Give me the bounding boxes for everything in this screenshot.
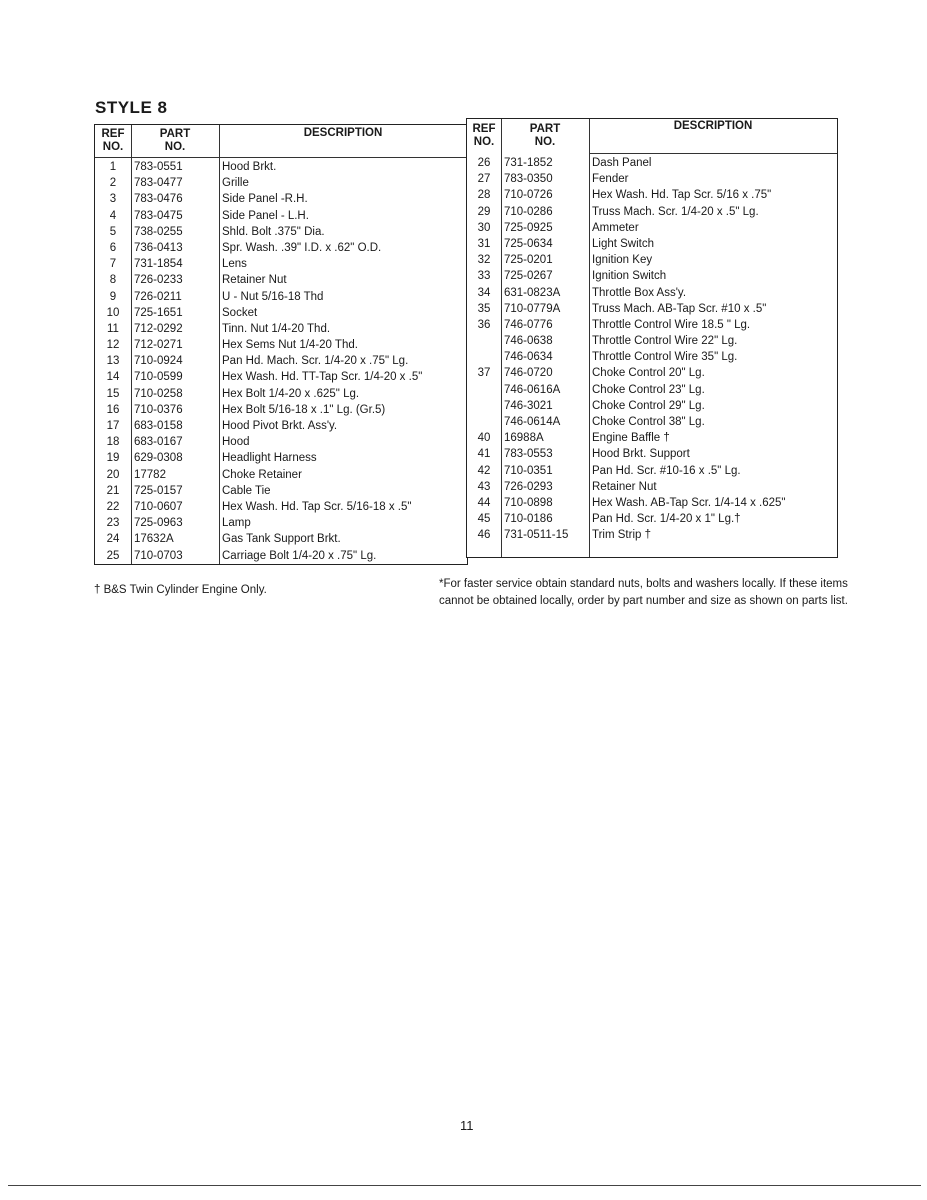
table-row — [467, 430, 837, 446]
part-description: Side Panel -R.H. — [222, 193, 308, 206]
ref-number: 41 — [477, 448, 491, 461]
table-row — [95, 191, 467, 207]
table-row — [95, 402, 467, 418]
parts-table-left — [94, 124, 468, 565]
table-row — [95, 418, 467, 434]
part-description: Hood Brkt. Support — [592, 448, 690, 461]
ref-number: 23 — [106, 517, 120, 530]
part-number: 725-0267 — [504, 270, 553, 283]
ref-number: 10 — [106, 306, 120, 319]
table-row — [467, 382, 837, 398]
part-description: Engine Baffle † — [592, 432, 670, 445]
part-description: Throttle Control Wire 18.5 " Lg. — [592, 318, 751, 331]
table-row — [467, 527, 837, 543]
part-description: Fender — [592, 173, 629, 186]
part-description: Ignition Switch — [592, 270, 667, 283]
part-description: Hex Wash. Hd. Tap Scr. 5/16-18 x .5" — [222, 500, 412, 513]
ref-number: 26 — [477, 157, 491, 169]
part-header-line2: NO. — [534, 136, 556, 148]
part-description: Hex Wash. Hd. Tap Scr. 5/16 x .75" — [592, 189, 772, 202]
table-row — [95, 499, 467, 515]
ref-number: 24 — [106, 533, 120, 546]
table-row — [467, 236, 837, 252]
part-description: Pan Hd. Scr. 1/4-20 x 1" Lg.† — [592, 513, 741, 526]
table-row — [467, 511, 837, 527]
ref-number: 40 — [477, 432, 491, 445]
part-description: Hood Pivot Brkt. Ass'y. — [222, 420, 338, 432]
ref-header-line2: NO. — [102, 141, 124, 153]
table-row — [467, 463, 837, 479]
table-row — [467, 414, 837, 430]
ref-header-line1: REF — [101, 128, 125, 140]
part-description: Tinn. Nut 1/4-20 Thd. — [222, 322, 331, 335]
ref-number: 42 — [477, 464, 491, 477]
table-row — [95, 289, 467, 305]
table-row — [467, 333, 837, 349]
ref-number: 45 — [477, 513, 491, 526]
part-number: 725-1651 — [134, 306, 183, 319]
ref-number: 35 — [477, 302, 491, 315]
part-number: 746-0616A — [504, 383, 561, 396]
part-description: Light Switch — [592, 237, 655, 250]
ref-number: 28 — [477, 189, 491, 202]
part-number: 746-0638 — [504, 335, 553, 348]
part-description: Trim Strip † — [592, 529, 651, 542]
part-number: 17782 — [134, 468, 166, 481]
part-description: Socket — [222, 306, 258, 319]
part-number: 725-0963 — [134, 517, 183, 530]
part-description: Choke Control 29" Lg. — [592, 399, 705, 412]
part-description: Hex Bolt 1/4-20 x .625" Lg. — [222, 387, 360, 400]
table-row — [95, 483, 467, 499]
table-row — [95, 515, 467, 531]
table-row — [467, 204, 837, 220]
part-description: Lamp — [222, 517, 251, 530]
ref-number: 3 — [109, 193, 117, 206]
table-row — [95, 386, 467, 402]
ref-number: 25 — [106, 549, 120, 562]
part-description: Pan Hd. Scr. #10-16 x .5" Lg. — [592, 464, 741, 477]
ref-number: 13 — [106, 355, 120, 368]
ref-number: 8 — [109, 274, 117, 287]
ref-number: 9 — [109, 290, 117, 303]
part-description: Choke Control 23" Lg. — [592, 383, 705, 396]
part-number: 710-0186 — [504, 513, 553, 526]
table-row — [467, 187, 837, 203]
part-number: 731-1852 — [504, 157, 553, 169]
part-number: 17632A — [134, 533, 174, 546]
table-row — [467, 301, 837, 317]
part-description: Shld. Bolt .375" Dia. — [222, 225, 325, 238]
part-number: 725-0157 — [134, 484, 183, 497]
part-number: 16988A — [504, 432, 544, 445]
table-row — [467, 268, 837, 284]
table-row — [95, 353, 467, 369]
part-header — [501, 123, 589, 149]
page-number: 11 — [460, 1118, 474, 1133]
ref-number: 6 — [109, 241, 117, 254]
part-description: Grille — [222, 177, 249, 190]
table-row — [467, 446, 837, 462]
table-row — [95, 434, 467, 450]
table-row — [467, 479, 837, 495]
table-row — [467, 285, 837, 301]
ref-number: 1 — [109, 161, 117, 173]
part-number: 683-0158 — [134, 420, 183, 432]
description-header: DESCRIPTION — [303, 127, 383, 139]
part-description: Gas Tank Support Brkt. — [222, 533, 341, 546]
table-row — [95, 548, 467, 564]
header-divider — [95, 157, 467, 158]
part-description: Ammeter — [592, 221, 639, 234]
table-row — [95, 369, 467, 385]
part-description: Side Panel - L.H. — [222, 209, 309, 222]
part-description: U - Nut 5/16-18 Thd — [222, 290, 324, 303]
part-number: 631-0823A — [504, 286, 561, 299]
bottom-rule — [8, 1185, 921, 1186]
part-description: Hex Wash. Hd. TT-Tap Scr. 1/4-20 x .5" — [222, 371, 423, 384]
ref-number: 16 — [106, 403, 120, 416]
part-number: 710-0376 — [134, 403, 183, 416]
part-description: Cable Tie — [222, 484, 271, 497]
part-number: 683-0167 — [134, 436, 183, 449]
table-row — [467, 495, 837, 511]
ref-number: 43 — [477, 480, 491, 493]
part-number: 746-0720 — [504, 367, 553, 380]
part-number: 712-0292 — [134, 322, 183, 335]
part-number: 726-0293 — [504, 480, 553, 493]
part-description: Ignition Key — [592, 254, 653, 267]
part-number: 783-0475 — [134, 209, 183, 222]
part-header-line1: PART — [159, 128, 191, 140]
ref-number: 27 — [477, 173, 491, 186]
table-row — [95, 240, 467, 256]
part-description: Retainer Nut — [222, 274, 287, 287]
table-row — [95, 337, 467, 353]
part-description: Truss Mach. Scr. 1/4-20 x .5" Lg. — [592, 205, 759, 218]
ref-number: 2 — [109, 177, 117, 190]
part-number: 783-0476 — [134, 193, 183, 206]
table-row — [95, 272, 467, 288]
table-row — [467, 398, 837, 414]
table-row — [95, 450, 467, 466]
table-row — [467, 220, 837, 236]
part-number: 710-0898 — [504, 496, 553, 509]
table-row — [95, 175, 467, 191]
part-description: Retainer Nut — [592, 480, 657, 493]
part-number: 710-0599 — [134, 371, 183, 384]
ref-number: 34 — [477, 286, 491, 299]
part-number: 783-0553 — [504, 448, 553, 461]
part-number: 710-0726 — [504, 189, 553, 202]
ref-number: 30 — [477, 221, 491, 234]
part-number: 710-0351 — [504, 464, 553, 477]
ref-number: 21 — [106, 484, 120, 497]
part-number: 738-0255 — [134, 225, 183, 238]
part-number: 731-0511-15 — [504, 529, 569, 542]
parts-list-left — [95, 159, 467, 564]
part-description: Pan Hd. Mach. Scr. 1/4-20 x .75" Lg. — [222, 355, 409, 368]
ref-number: 11 — [107, 322, 119, 335]
part-number: 710-0607 — [134, 500, 183, 513]
part-number: 783-0477 — [134, 177, 183, 190]
part-number: 712-0271 — [134, 339, 183, 352]
ref-header — [95, 128, 131, 154]
part-number: 783-0551 — [134, 161, 183, 173]
ref-number: 46 — [477, 529, 491, 542]
table-row — [95, 321, 467, 337]
ref-number: 12 — [106, 339, 120, 352]
part-description: Hex Wash. AB-Tap Scr. 1/4-14 x .625" — [592, 496, 786, 509]
part-number: 731-1854 — [134, 258, 183, 271]
part-description: Spr. Wash. .39" I.D. x .62" O.D. — [222, 241, 382, 254]
part-description: Lens — [222, 258, 247, 271]
ref-number: 17 — [106, 420, 120, 432]
ref-number: 7 — [109, 258, 117, 271]
ref-number: 14 — [106, 371, 120, 384]
ref-number: 44 — [477, 496, 491, 509]
service-footnote: *For faster service obtain standard nuts, bolts and washers locally. If these items cannot be obtained locally, order by part number and size as shown on parts list. — [439, 578, 848, 607]
table-row — [95, 467, 467, 483]
table-row — [95, 531, 467, 547]
part-number: 746-3021 — [504, 399, 553, 412]
ref-number: 22 — [106, 500, 120, 513]
part-description: Throttle Control Wire 22" Lg. — [592, 335, 738, 348]
ref-number: 37 — [477, 367, 491, 380]
part-description: Carriage Bolt 1/4-20 x .75" Lg. — [222, 549, 377, 562]
table-row — [467, 365, 837, 381]
ref-header-line2: NO. — [473, 136, 495, 148]
part-header — [131, 128, 219, 154]
table-row — [467, 155, 837, 171]
part-number: 783-0350 — [504, 173, 553, 186]
part-number: 710-0779A — [504, 302, 561, 315]
part-number: 726-0211 — [134, 290, 182, 303]
part-number: 725-0925 — [504, 221, 553, 234]
part-description: Dash Panel — [592, 157, 652, 169]
ref-number: 29 — [477, 205, 491, 218]
part-number: 629-0308 — [134, 452, 183, 465]
part-description: Hood Brkt. — [222, 161, 277, 173]
part-description: Throttle Control Wire 35" Lg. — [592, 351, 738, 364]
table-row — [467, 252, 837, 268]
table-row — [95, 305, 467, 321]
ref-number: 5 — [109, 225, 117, 238]
part-description: Choke Retainer — [222, 468, 302, 481]
ref-number: 18 — [106, 436, 120, 449]
part-number: 710-0258 — [134, 387, 183, 400]
part-number: 746-0634 — [504, 351, 553, 364]
table-row — [467, 171, 837, 187]
ref-number: 36 — [477, 318, 491, 331]
part-description: Headlight Harness — [222, 452, 317, 465]
ref-header-line1: REF — [472, 123, 496, 135]
part-description: Hex Sems Nut 1/4-20 Thd. — [222, 339, 358, 352]
parts-list-right — [467, 155, 837, 544]
part-description: Choke Control 20" Lg. — [592, 367, 705, 380]
ref-number: 20 — [106, 468, 120, 481]
parts-table-right — [466, 118, 838, 558]
engine-footnote: † B&S Twin Cylinder Engine Only. — [94, 584, 267, 596]
part-number: 736-0413 — [134, 241, 183, 254]
table-row — [467, 349, 837, 365]
description-header: DESCRIPTION — [673, 120, 753, 132]
ref-number: 33 — [477, 270, 491, 283]
part-description: Hood — [222, 436, 250, 449]
part-number: 710-0286 — [504, 205, 553, 218]
part-number: 710-0924 — [134, 355, 183, 368]
part-description: Truss Mach. AB-Tap Scr. #10 x .5" — [592, 302, 767, 315]
ref-number: 32 — [477, 254, 491, 267]
part-number: 725-0201 — [504, 254, 553, 267]
table-row — [95, 208, 467, 224]
table-row — [95, 224, 467, 240]
part-description: Hex Bolt 5/16-18 x .1" Lg. (Gr.5) — [222, 403, 386, 416]
part-number: 725-0634 — [504, 237, 553, 250]
table-row — [95, 159, 467, 175]
part-header-line2: NO. — [164, 141, 186, 153]
part-description: Choke Control 38" Lg. — [592, 416, 705, 428]
ref-number: 31 — [477, 237, 491, 250]
ref-number: 4 — [109, 209, 117, 222]
part-number: 746-0776 — [504, 318, 553, 331]
ref-number: 19 — [106, 452, 120, 465]
part-number: 746-0614A — [504, 416, 561, 428]
page-title: STYLE 8 — [95, 98, 168, 117]
part-header-line1: PART — [529, 123, 561, 135]
part-number: 726-0233 — [134, 274, 183, 287]
ref-number: 15 — [106, 387, 120, 400]
table-row — [95, 256, 467, 272]
table-row — [467, 317, 837, 333]
part-number: 710-0703 — [134, 549, 183, 562]
header-divider — [589, 153, 837, 154]
ref-header — [467, 123, 501, 149]
part-description: Throttle Box Ass'y. — [592, 286, 687, 299]
